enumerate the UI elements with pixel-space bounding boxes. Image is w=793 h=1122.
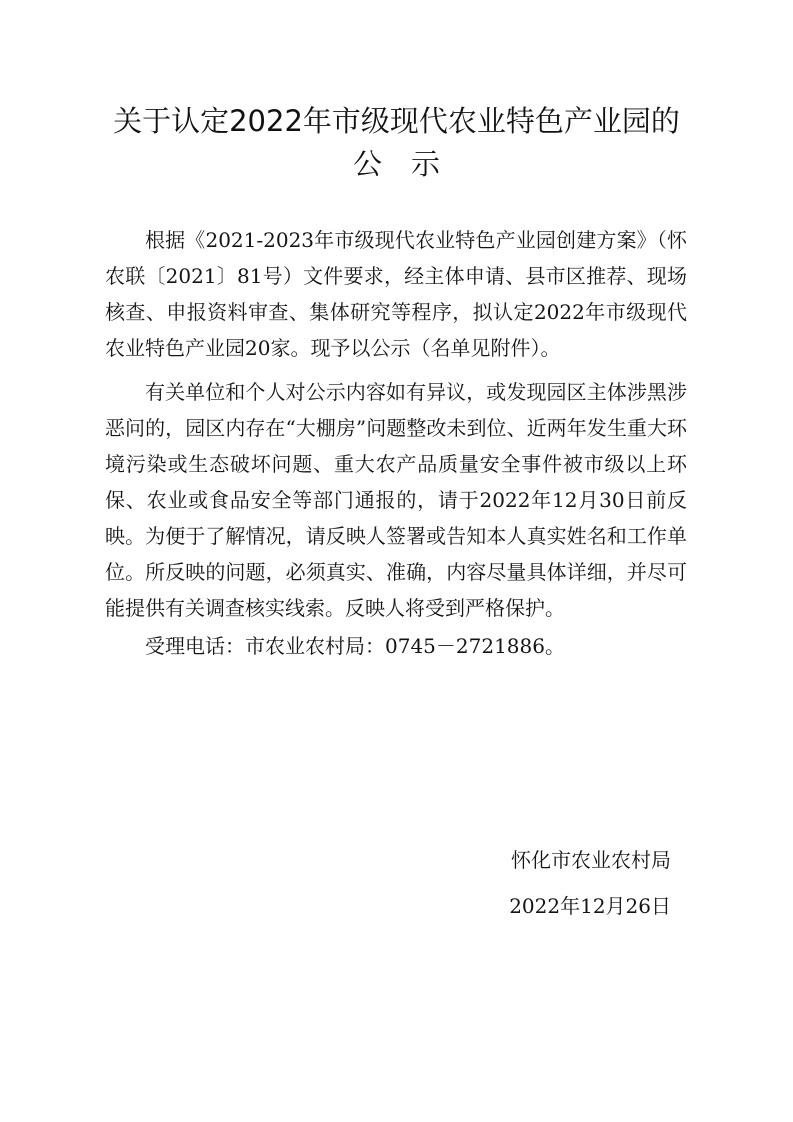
paragraph-contact-phone: 受理电话：市农业农村局：0745－2721886。 (145, 634, 565, 658)
document-body (105, 222, 687, 664)
paragraph-objection-instructions: 有关单位和个人对公示内容如有异议，或发现园区主体涉黑涉恶问的，园区内存在“大棚房”问题整改未到位、近两年发生重大环境污染或生态破坏问题、重大农产品质量安全事件被市级以上环保、农业或食品安全等部门通报的，请于2022年12月30日前反映。为便于了解情况，请反映人签署或告知本人真实姓名和工作单位。所反映的问题，必须真实、准确，内容尽量具体详细，并尽可能提供有关调查核实线索。反映人将受到严格保护。 (105, 380, 687, 620)
document-title-line-2: 公 示 (352, 147, 440, 181)
paragraph-basis: 根据《2021-2023年市级现代农业特色产业园创建方案》（怀农联〔2021〕81号）文件要求，经主体申请、县市区推荐、现场核查、申报资料审查、集体研究等程序，拟认定2022年市级现代农业特色产业园20家。现予以公示（名单见附件）。 (105, 228, 687, 360)
document-title-line-1: 关于认定2022年市级现代农业特色产业园的 (113, 104, 680, 138)
signature-date: 2022年12月26日 (509, 894, 671, 918)
signature-organization: 怀化市农业农村局 (511, 848, 671, 872)
